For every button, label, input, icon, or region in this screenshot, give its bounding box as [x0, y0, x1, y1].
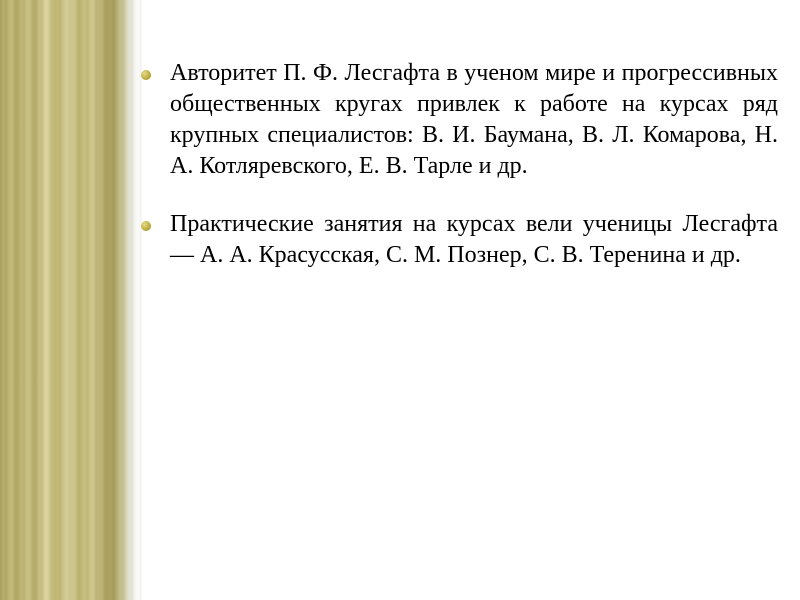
bullet-text: Авторитет П. Ф. Лесгафта в ученом мире и прогрессивных общественных кругах привлек к работе на курсах ряд крупных специалистов: В. И. Баумана, В. Л. Комарова, Н. А. Котляревского, Е. В. Тарле и др. — [170, 60, 778, 179]
decorative-gold-border — [0, 0, 142, 600]
bullet-item — [138, 58, 778, 182]
bullet-text: Практические занятия на курсах вели ученицы Лесгафта — А. А. Красусская, С. М. Познер, С. В. Теренина и др. — [170, 211, 778, 268]
bullet-item — [138, 209, 778, 271]
slide-content — [138, 58, 778, 298]
bullet-dot-icon — [141, 70, 151, 80]
bullet-dot-icon — [141, 221, 151, 231]
